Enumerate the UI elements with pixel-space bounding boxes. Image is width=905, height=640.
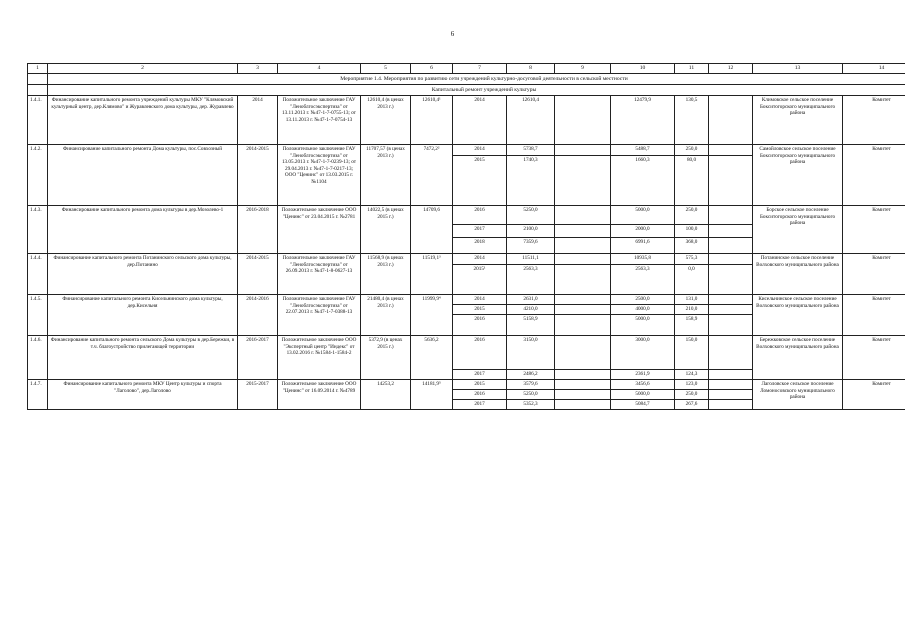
item-regional-budget: 3000,0 <box>611 336 675 370</box>
item-customer: Комитет <box>843 254 905 295</box>
column-header: 5 <box>361 64 411 74</box>
item-customer: Комитет <box>843 380 905 410</box>
item-year-cost: 3150,0 <box>507 336 555 370</box>
item-name: Финансирование капитального ремонта МКУ Центр культуры и спорта "Лаголово", дер.Лаголово <box>48 380 238 410</box>
item-customer: Комитет <box>843 336 905 380</box>
item-local-budget: 150,0 <box>675 336 709 370</box>
item-settlement: Бережковское сельское поселение Волховского муниципального района <box>753 336 843 380</box>
empty-cell <box>709 380 753 390</box>
item-year-cost: 12610,4 <box>507 96 555 145</box>
empty-cell <box>555 96 611 145</box>
item-year: 2016 <box>453 336 507 370</box>
item-regional-budget: 5084,7 <box>611 400 675 410</box>
empty-cell <box>709 315 753 336</box>
item-period: 2016-2017 <box>238 336 278 380</box>
item-year-cost: 2486,2 <box>507 370 555 380</box>
item-year-cost: 5738,7 <box>507 145 555 156</box>
item-expertise: Положительное заключение ГАУ "Леноблгосэкспертиза" от 22.07.2013 г. №47-1-7-0388-13 <box>278 295 361 336</box>
empty-cell <box>555 225 611 238</box>
item-name: Финансирование капитального ремонта Кисельнинского дома культуры, дер.Кисельня <box>48 295 238 336</box>
empty-cell <box>709 238 753 254</box>
item-year-cost: 3579,6 <box>507 380 555 390</box>
item-regional-budget: 4000,0 <box>611 305 675 315</box>
item-expertise: Положительное заключение ООО "Ценинс" от 16.09.2014 г. №4789 <box>278 380 361 410</box>
item-expertise: Положительное заключение ГАУ "Леноблгосэкспертиза" от 13.11.2013 г. №47-1-7-0755-13; от 13.11.2013 г. №47-1-7-0754-13 <box>278 96 361 145</box>
item-local-budget: 80,0 <box>675 156 709 206</box>
item-year-cost: 2100,0 <box>507 225 555 238</box>
empty-cell <box>555 336 611 370</box>
item-local-budget: 575,3 <box>675 254 709 265</box>
item-customer: Комитет <box>843 145 905 206</box>
item-name: Финансирование капитального ремонта дома культуры в дер.Мозолево-1 <box>48 206 238 254</box>
empty-cell <box>555 390 611 400</box>
item-year-cost: 1740,3 <box>507 156 555 206</box>
item-year-cost: 2631,0 <box>507 295 555 305</box>
item-regional-budget: 5000,0 <box>611 390 675 400</box>
column-header: 11 <box>675 64 709 74</box>
subsection-row <box>28 85 905 96</box>
empty-cell <box>555 156 611 206</box>
table-row <box>28 295 905 305</box>
item-period: 2014-2016 <box>238 295 278 336</box>
item-year: 2015 <box>453 305 507 315</box>
empty-cell <box>709 295 753 305</box>
column-header: 10 <box>611 64 675 74</box>
item-total: 11519,1³ <box>411 254 453 295</box>
column-header: 14 <box>843 64 905 74</box>
item-year-cost: 2563,3 <box>507 265 555 295</box>
empty-cell <box>709 254 753 265</box>
item-name: Финансирование капитального ремонта Дома культуры, пос.Совхозный <box>48 145 238 206</box>
item-year: 2014 <box>453 145 507 156</box>
empty-cell <box>709 370 753 380</box>
item-total: 14709,6 <box>411 206 453 254</box>
item-regional-budget: 5000,0 <box>611 315 675 336</box>
item-regional-budget: 6991,6 <box>611 238 675 254</box>
item-year: 2014 <box>453 295 507 305</box>
item-settlement: Лаголовское сельское поселение Ломоносовского муниципального района <box>753 380 843 410</box>
column-header: 12 <box>709 64 753 74</box>
item-regional-budget: 2000,0 <box>611 225 675 238</box>
item-estimate: 21480,4 (в ценах 2013 г.) <box>361 295 411 336</box>
item-settlement: Кисельнинское сельское поселение Волховского муниципального района <box>753 295 843 336</box>
empty-cell <box>555 380 611 390</box>
item-year: 2014 <box>453 96 507 145</box>
empty-cell <box>709 265 753 295</box>
empty-cell <box>555 400 611 410</box>
item-year-cost: 5352,3 <box>507 400 555 410</box>
item-expertise: Положительное заключение ГАУ "Леноблгосэкспертиза" от 13.05.2013 г. №47-1-7-0239-13; от 29.04.2013 г. №47-1-7-0217-13; ООО "Ценинс" от 13.03.2015 г. №1104 <box>278 145 361 206</box>
empty-cell <box>555 315 611 336</box>
item-local-budget: 124,3 <box>675 370 709 380</box>
item-regional-budget: 5488,7 <box>611 145 675 156</box>
item-local-budget: 210,0 <box>675 305 709 315</box>
empty-cell <box>709 305 753 315</box>
item-number: 1.4.5. <box>28 295 48 336</box>
item-local-budget: 158,9 <box>675 315 709 336</box>
section-title: Мероприятие 1.4. Мероприятия по развитию сети учреждений культурно-досуговой деятельности в сельской местности <box>48 74 905 85</box>
empty-cell <box>28 85 48 96</box>
table-row <box>28 145 905 156</box>
item-year: 2015 <box>453 156 507 206</box>
item-customer: Комитет <box>843 96 905 145</box>
item-regional-budget: 12479,9 <box>611 96 675 145</box>
item-name: Финансирование капитального ремонта сельского Дома культуры в дер.Бережки, в т.ч. благоустройство прилегающей территории <box>48 336 238 380</box>
item-local-budget: 250,0 <box>675 206 709 225</box>
item-period: 2014-2015 <box>238 145 278 206</box>
item-local-budget: 250,0 <box>675 390 709 400</box>
item-year: 2016 <box>453 206 507 225</box>
section-row <box>28 74 905 85</box>
item-estimate: 5372,9 (в ценах 2015 г.) <box>361 336 411 380</box>
item-number: 1.4.6. <box>28 336 48 380</box>
item-local-budget: 368,0 <box>675 238 709 254</box>
item-name: Финансирование капитального ремонта учреждений культуры МКУ "Клямовский культурный центр, дер.Клямово" и Журавлевского дома культуры, дер. Журавлево <box>48 96 238 145</box>
item-year-cost: 5158,9 <box>507 315 555 336</box>
item-expertise: Положительное заключение ООО "Экспертный центр "Индекс" от 13.02.2016 г. №1584-1-1584-2 <box>278 336 361 380</box>
item-total: 14181,9⁵ <box>411 380 453 410</box>
item-year-cost: 11511,1 <box>507 254 555 265</box>
item-regional-budget: 2563,3 <box>611 265 675 295</box>
item-regional-budget: 3456,6 <box>611 380 675 390</box>
column-header: 7 <box>453 64 507 74</box>
column-header: 8 <box>507 64 555 74</box>
table-row <box>28 206 905 225</box>
item-estimate: 11707,57 (в ценах 2013 г.) <box>361 145 411 206</box>
table-row <box>28 380 905 390</box>
item-local-budget: 131,0 <box>675 295 709 305</box>
item-total: 12610,4¹ <box>411 96 453 145</box>
column-header: 1 <box>28 64 48 74</box>
item-year-cost: 5250,0 <box>507 206 555 225</box>
empty-cell <box>555 145 611 156</box>
item-number: 1.4.7. <box>28 380 48 410</box>
item-total: 7472,2² <box>411 145 453 206</box>
empty-cell <box>555 295 611 305</box>
subsection-title: Капитальный ремонт учреждений культуры <box>48 85 905 96</box>
item-local-budget: 267,6 <box>675 400 709 410</box>
item-number: 1.4.1. <box>28 96 48 145</box>
item-year-cost: 7359,6 <box>507 238 555 254</box>
item-estimate: 12610,4 (в ценах 2013 г.) <box>361 96 411 145</box>
item-year: 2016 <box>453 315 507 336</box>
empty-cell <box>709 96 753 145</box>
item-period: 2014-2015 <box>238 254 278 295</box>
item-total: 11999,9⁴ <box>411 295 453 336</box>
empty-cell <box>709 225 753 238</box>
empty-cell <box>555 254 611 265</box>
item-local-budget: 0,0 <box>675 265 709 295</box>
column-header: 2 <box>48 64 238 74</box>
column-header: 9 <box>555 64 611 74</box>
item-year: 2017 <box>453 225 507 238</box>
column-header: 6 <box>411 64 453 74</box>
table-row <box>28 96 905 145</box>
item-year-cost: 4210,0 <box>507 305 555 315</box>
empty-cell <box>709 156 753 206</box>
item-customer: Комитет <box>843 295 905 336</box>
item-local-budget: 250,0 <box>675 145 709 156</box>
item-estimate: 11568,9 (в ценах 2013 г.) <box>361 254 411 295</box>
item-estimate: 14253,2 <box>361 380 411 410</box>
column-header: 13 <box>753 64 843 74</box>
empty-cell <box>555 305 611 315</box>
empty-cell <box>555 370 611 380</box>
item-settlement: Самойловское сельское поселение Бокситогорского муниципального района <box>753 145 843 206</box>
item-total: 5636,2 <box>411 336 453 380</box>
item-year: 2017 <box>453 370 507 380</box>
item-year: 2014 <box>453 254 507 265</box>
item-regional-budget: 2361,9 <box>611 370 675 380</box>
item-settlement: Климовское сельское поселение Бокситогорского муниципального района <box>753 96 843 145</box>
item-local-budget: 130,5 <box>675 96 709 145</box>
item-period: 2016-2018 <box>238 206 278 254</box>
item-regional-budget: 1660,3 <box>611 156 675 206</box>
item-expertise: Положительное заключение ГАУ "Леноблгосэкспертиза" от 26.09.2013 г. №47-1-8-0627-13 <box>278 254 361 295</box>
empty-cell <box>709 390 753 400</box>
empty-cell <box>709 145 753 156</box>
item-year-cost: 5250,0 <box>507 390 555 400</box>
item-period: 2014 <box>238 96 278 145</box>
item-period: 2015-2017 <box>238 380 278 410</box>
item-customer: Комитет <box>843 206 905 254</box>
empty-cell <box>709 206 753 225</box>
item-number: 1.4.3. <box>28 206 48 254</box>
item-regional-budget: 10935,8 <box>611 254 675 265</box>
table-row <box>28 336 905 370</box>
item-year: 2018 <box>453 238 507 254</box>
item-year: 2016 <box>453 390 507 400</box>
item-expertise: Положительное заключение ООО "Ценинс" от 23.04.2015 г. №2781 <box>278 206 361 254</box>
empty-cell <box>28 74 48 85</box>
item-regional-budget: 2500,0 <box>611 295 675 305</box>
empty-cell <box>555 206 611 225</box>
column-header: 4 <box>278 64 361 74</box>
item-local-budget: 123,0 <box>675 380 709 390</box>
item-year: 2015 <box>453 380 507 390</box>
column-header-row <box>28 64 905 74</box>
item-settlement: Борское сельское поселение Бокситогорского муниципального района <box>753 206 843 254</box>
item-year: 2017 <box>453 400 507 410</box>
empty-cell <box>555 265 611 295</box>
item-number: 1.4.2. <box>28 145 48 206</box>
column-header: 3 <box>238 64 278 74</box>
table-row <box>28 254 905 265</box>
item-regional-budget: 5000,0 <box>611 206 675 225</box>
item-settlement: Потанинское сельское поселение Волховского муниципального района <box>753 254 843 295</box>
item-estimate: 14022,5 (в ценах 2015 г.) <box>361 206 411 254</box>
empty-cell <box>709 400 753 410</box>
empty-cell <box>709 336 753 370</box>
page-number: 6 <box>450 30 455 38</box>
empty-cell <box>555 238 611 254</box>
item-name: Финансирование капитального ремонта Потанинского сельского дома культуры, дер.Потанино <box>48 254 238 295</box>
item-year: 2015¹ <box>453 265 507 295</box>
item-number: 1.4.4. <box>28 254 48 295</box>
program-table <box>27 63 905 410</box>
item-local-budget: 100,0 <box>675 225 709 238</box>
